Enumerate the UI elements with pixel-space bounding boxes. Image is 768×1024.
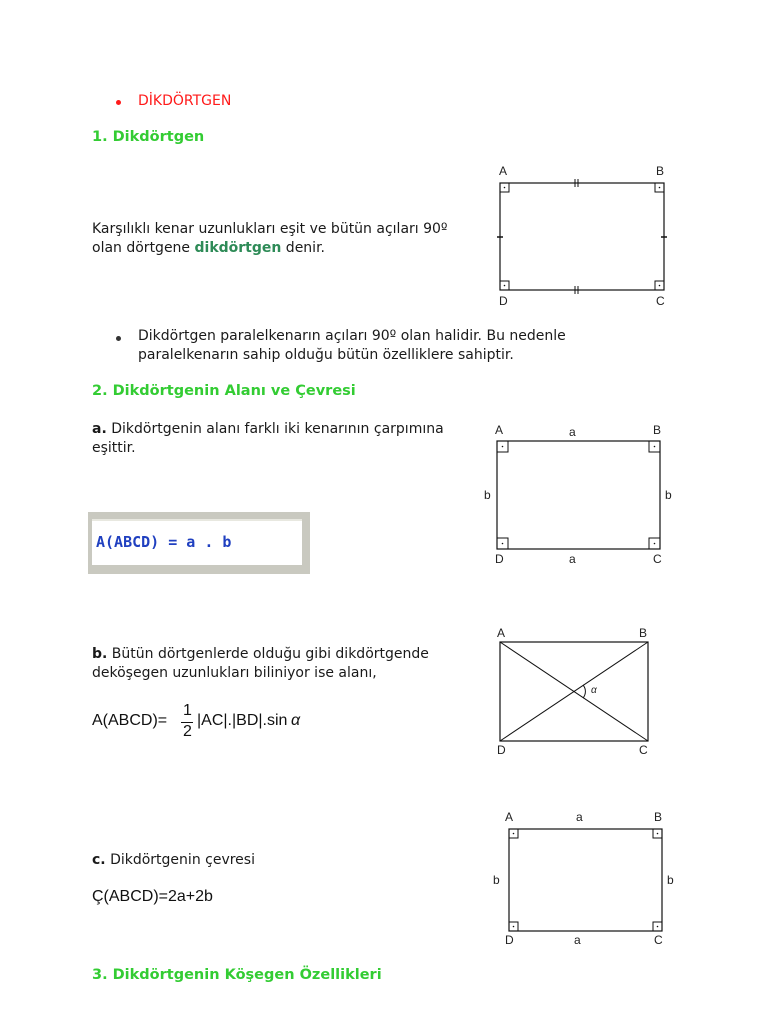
fig1-label-d: D <box>499 294 508 308</box>
section2-b-text <box>92 645 482 683</box>
fig3-label-c: C <box>639 743 648 757</box>
item-b-body: Bütün dörtgenlerde olduğu gibi dikdörtgende deköşegen uzunlukları biliniyor ise alanı, <box>92 646 429 681</box>
rectangle-figure-perimeter <box>488 808 688 950</box>
fig3-label-a: A <box>497 626 506 640</box>
fig2-label-side-right: b <box>665 488 672 502</box>
fig2-label-d: D <box>495 552 504 566</box>
item-c-body: Dikdörtgenin çevresi <box>105 852 255 868</box>
item-b-label: b. <box>92 646 108 662</box>
fig2-label-side-bottom: a <box>569 552 576 566</box>
fig4-label-side-bottom: a <box>574 933 581 947</box>
fig1-label-c: C <box>656 294 665 308</box>
item-a-body: Dikdörtgenin alanı farklı iki kenarının çarpımına eşittir. <box>92 421 444 456</box>
formula-box-area <box>88 512 310 574</box>
fig4-label-a: A <box>505 810 514 824</box>
formula-diag-left: A(ABCD)= <box>92 712 168 729</box>
fig2-label-a: A <box>495 424 504 437</box>
fig3-label-d: D <box>497 743 506 757</box>
formula-diag-den: 2 <box>183 723 192 740</box>
fig2-label-side-left: b <box>484 488 491 502</box>
fig1-rect <box>500 183 664 290</box>
section2-c-text <box>92 851 255 870</box>
section1-title: 1. Dikdörtgen <box>92 129 205 145</box>
section2-a-text <box>92 420 488 458</box>
fig4-label-c: C <box>654 933 663 947</box>
formula-area: A(ABCD) = a . b <box>96 533 232 551</box>
definition-post: denir. <box>281 240 325 256</box>
rectangle-figure-2 <box>480 424 680 569</box>
fig2-label-side-top: a <box>569 425 576 439</box>
formula-diagonal-area <box>92 702 352 742</box>
section1-bullet-text: Dikdörtgen paralelkenarın açıları 90º olan halidir. Bu nedenle paralelkenarın sahip olduğu bütün özelliklere sahiptir. <box>138 328 566 363</box>
fig4-label-side-top: a <box>576 810 583 824</box>
formula-diag-num: 1 <box>183 702 192 719</box>
definition-term: dikdörtgen <box>194 240 282 256</box>
formula-perimeter: Ç(ABCD)=2a+2b <box>92 888 213 905</box>
section3-title: 3. Dikdörtgenin Köşegen Özellikleri <box>92 967 382 983</box>
fig3-label-b: B <box>639 626 648 640</box>
section2-title: 2. Dikdörtgenin Alanı ve Çevresi <box>92 383 356 399</box>
heading-bullet <box>116 100 121 105</box>
fig4-label-side-right: b <box>667 873 674 887</box>
item-a-label: a. <box>92 421 107 437</box>
formula-diag-alpha: α <box>291 712 301 729</box>
fig4-label-d: D <box>505 933 514 947</box>
fig1-label-a: A <box>499 164 508 178</box>
fig2-label-c: C <box>653 552 662 566</box>
list-bullet <box>116 336 121 341</box>
fig1-label-b: B <box>656 164 665 178</box>
rectangle-figure-diagonals <box>490 624 670 759</box>
fig3-label-alpha: α <box>591 685 597 696</box>
fig4-label-b: B <box>654 810 663 824</box>
definition-pre: Karşılıklı kenar uzunlukları eşit ve bütün açıları 90º olan dörtgene <box>92 221 448 256</box>
section1-definition <box>92 220 472 258</box>
page-title: DİKDÖRTGEN <box>138 93 232 109</box>
fig2-label-b: B <box>653 424 662 437</box>
rectangle-figure-1 <box>490 160 680 310</box>
item-c-label: c. <box>92 852 106 868</box>
formula-diag-right: |AC|.|BD|.sin <box>197 712 288 729</box>
fig4-label-side-left: b <box>493 873 500 887</box>
